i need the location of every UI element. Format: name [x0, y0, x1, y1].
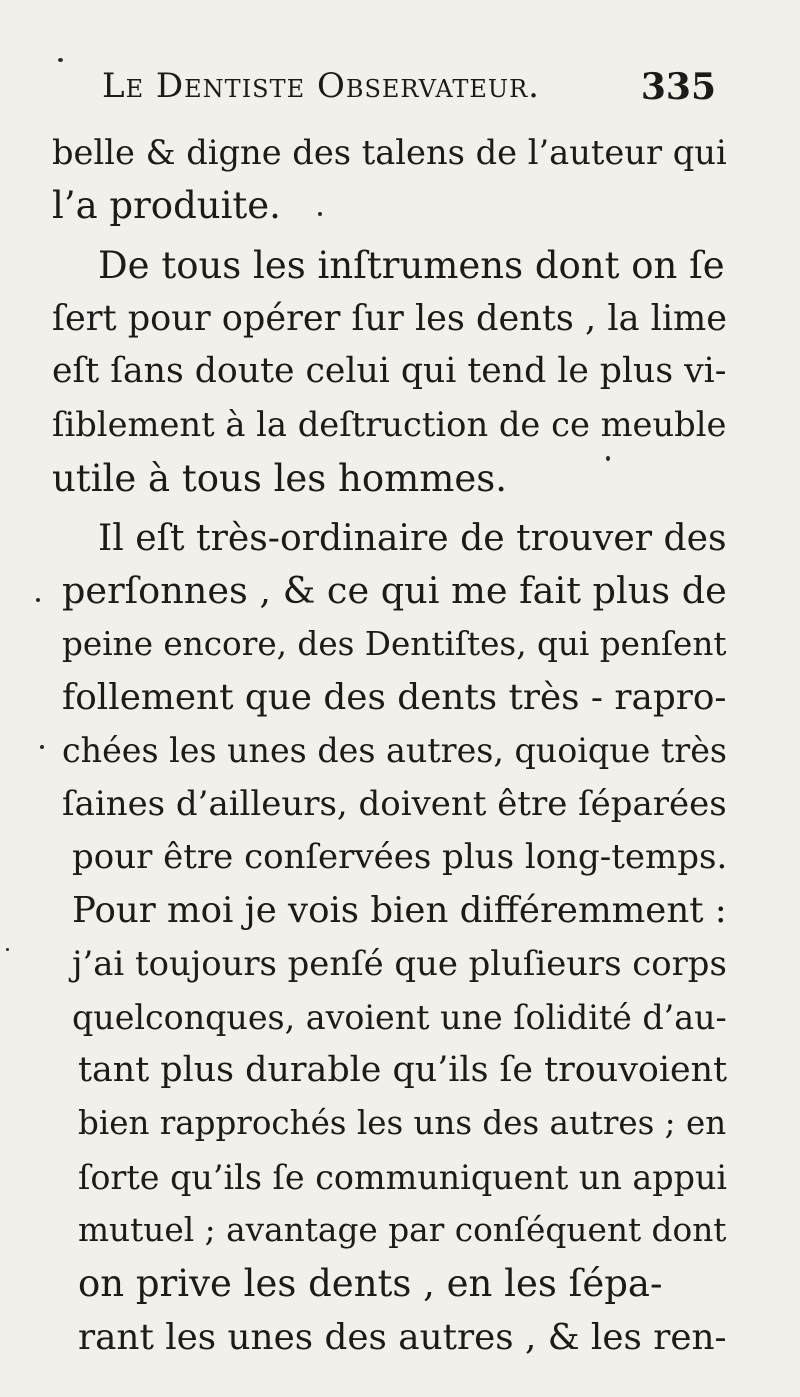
running-title: Le Dentiste Observateur.	[102, 66, 540, 106]
print-speck	[318, 212, 322, 216]
page-number: 335	[640, 66, 716, 108]
text-line: rant les unes des autres , & les ren-	[78, 1316, 727, 1358]
text-line: tant plus durable qu’ils ſe trouvoient	[78, 1050, 728, 1091]
text-line: l’a produite.	[52, 184, 281, 228]
text-line: Pour moi je vois bien différemment :	[72, 890, 727, 932]
text-line: ſiblement à la deſtruction de ce meuble	[52, 405, 727, 445]
text-line: ſorte qu’ils ſe communiquent un appui	[78, 1157, 728, 1197]
text-line: chées les unes des autres, quoique très	[62, 731, 727, 771]
page-header	[102, 60, 742, 120]
text-line: on prive les dents , en les ſépa-	[78, 1262, 663, 1306]
print-speck	[58, 58, 63, 62]
body-text	[52, 126, 727, 1364]
text-line: belle & digne des talens de l’auteur qui	[52, 133, 727, 172]
text-line: perſonnes , & ce qui me fait plus de	[62, 569, 727, 613]
text-line: utile à tous les hommes.	[52, 456, 507, 500]
text-line: bien rapprochés les uns des autres ; en	[78, 1104, 727, 1143]
print-speck	[40, 745, 44, 749]
print-speck	[36, 598, 40, 602]
paragraph-start-line: De tous les inſtrumens dont on ſe	[98, 243, 725, 287]
text-line: pour être conſervées plus long-temps.	[72, 836, 728, 877]
text-line: mutuel ; avantage par conſéquent dont	[78, 1210, 727, 1249]
text-line: quelconques, avoient une ſolidité d’au-	[72, 997, 727, 1037]
text-line: eſt ſans doute celui qui tend le plus vi-	[52, 351, 727, 392]
text-line: ſert pour opérer ſur les dents , la lime	[52, 297, 728, 339]
text-line: j’ai toujours penſé que pluſieurs corps	[72, 944, 727, 984]
print-speck	[6, 948, 9, 951]
print-speck	[606, 456, 610, 461]
text-line: peine encore, des Dentiſtes, qui penſent	[62, 624, 727, 663]
text-line: ſaines d’ailleurs, doivent être ſéparées	[62, 783, 727, 824]
paragraph-start-line: Il eſt très-ordinaire de trouver des	[98, 516, 727, 560]
text-line: follement que des dents très - rapro-	[62, 676, 727, 718]
